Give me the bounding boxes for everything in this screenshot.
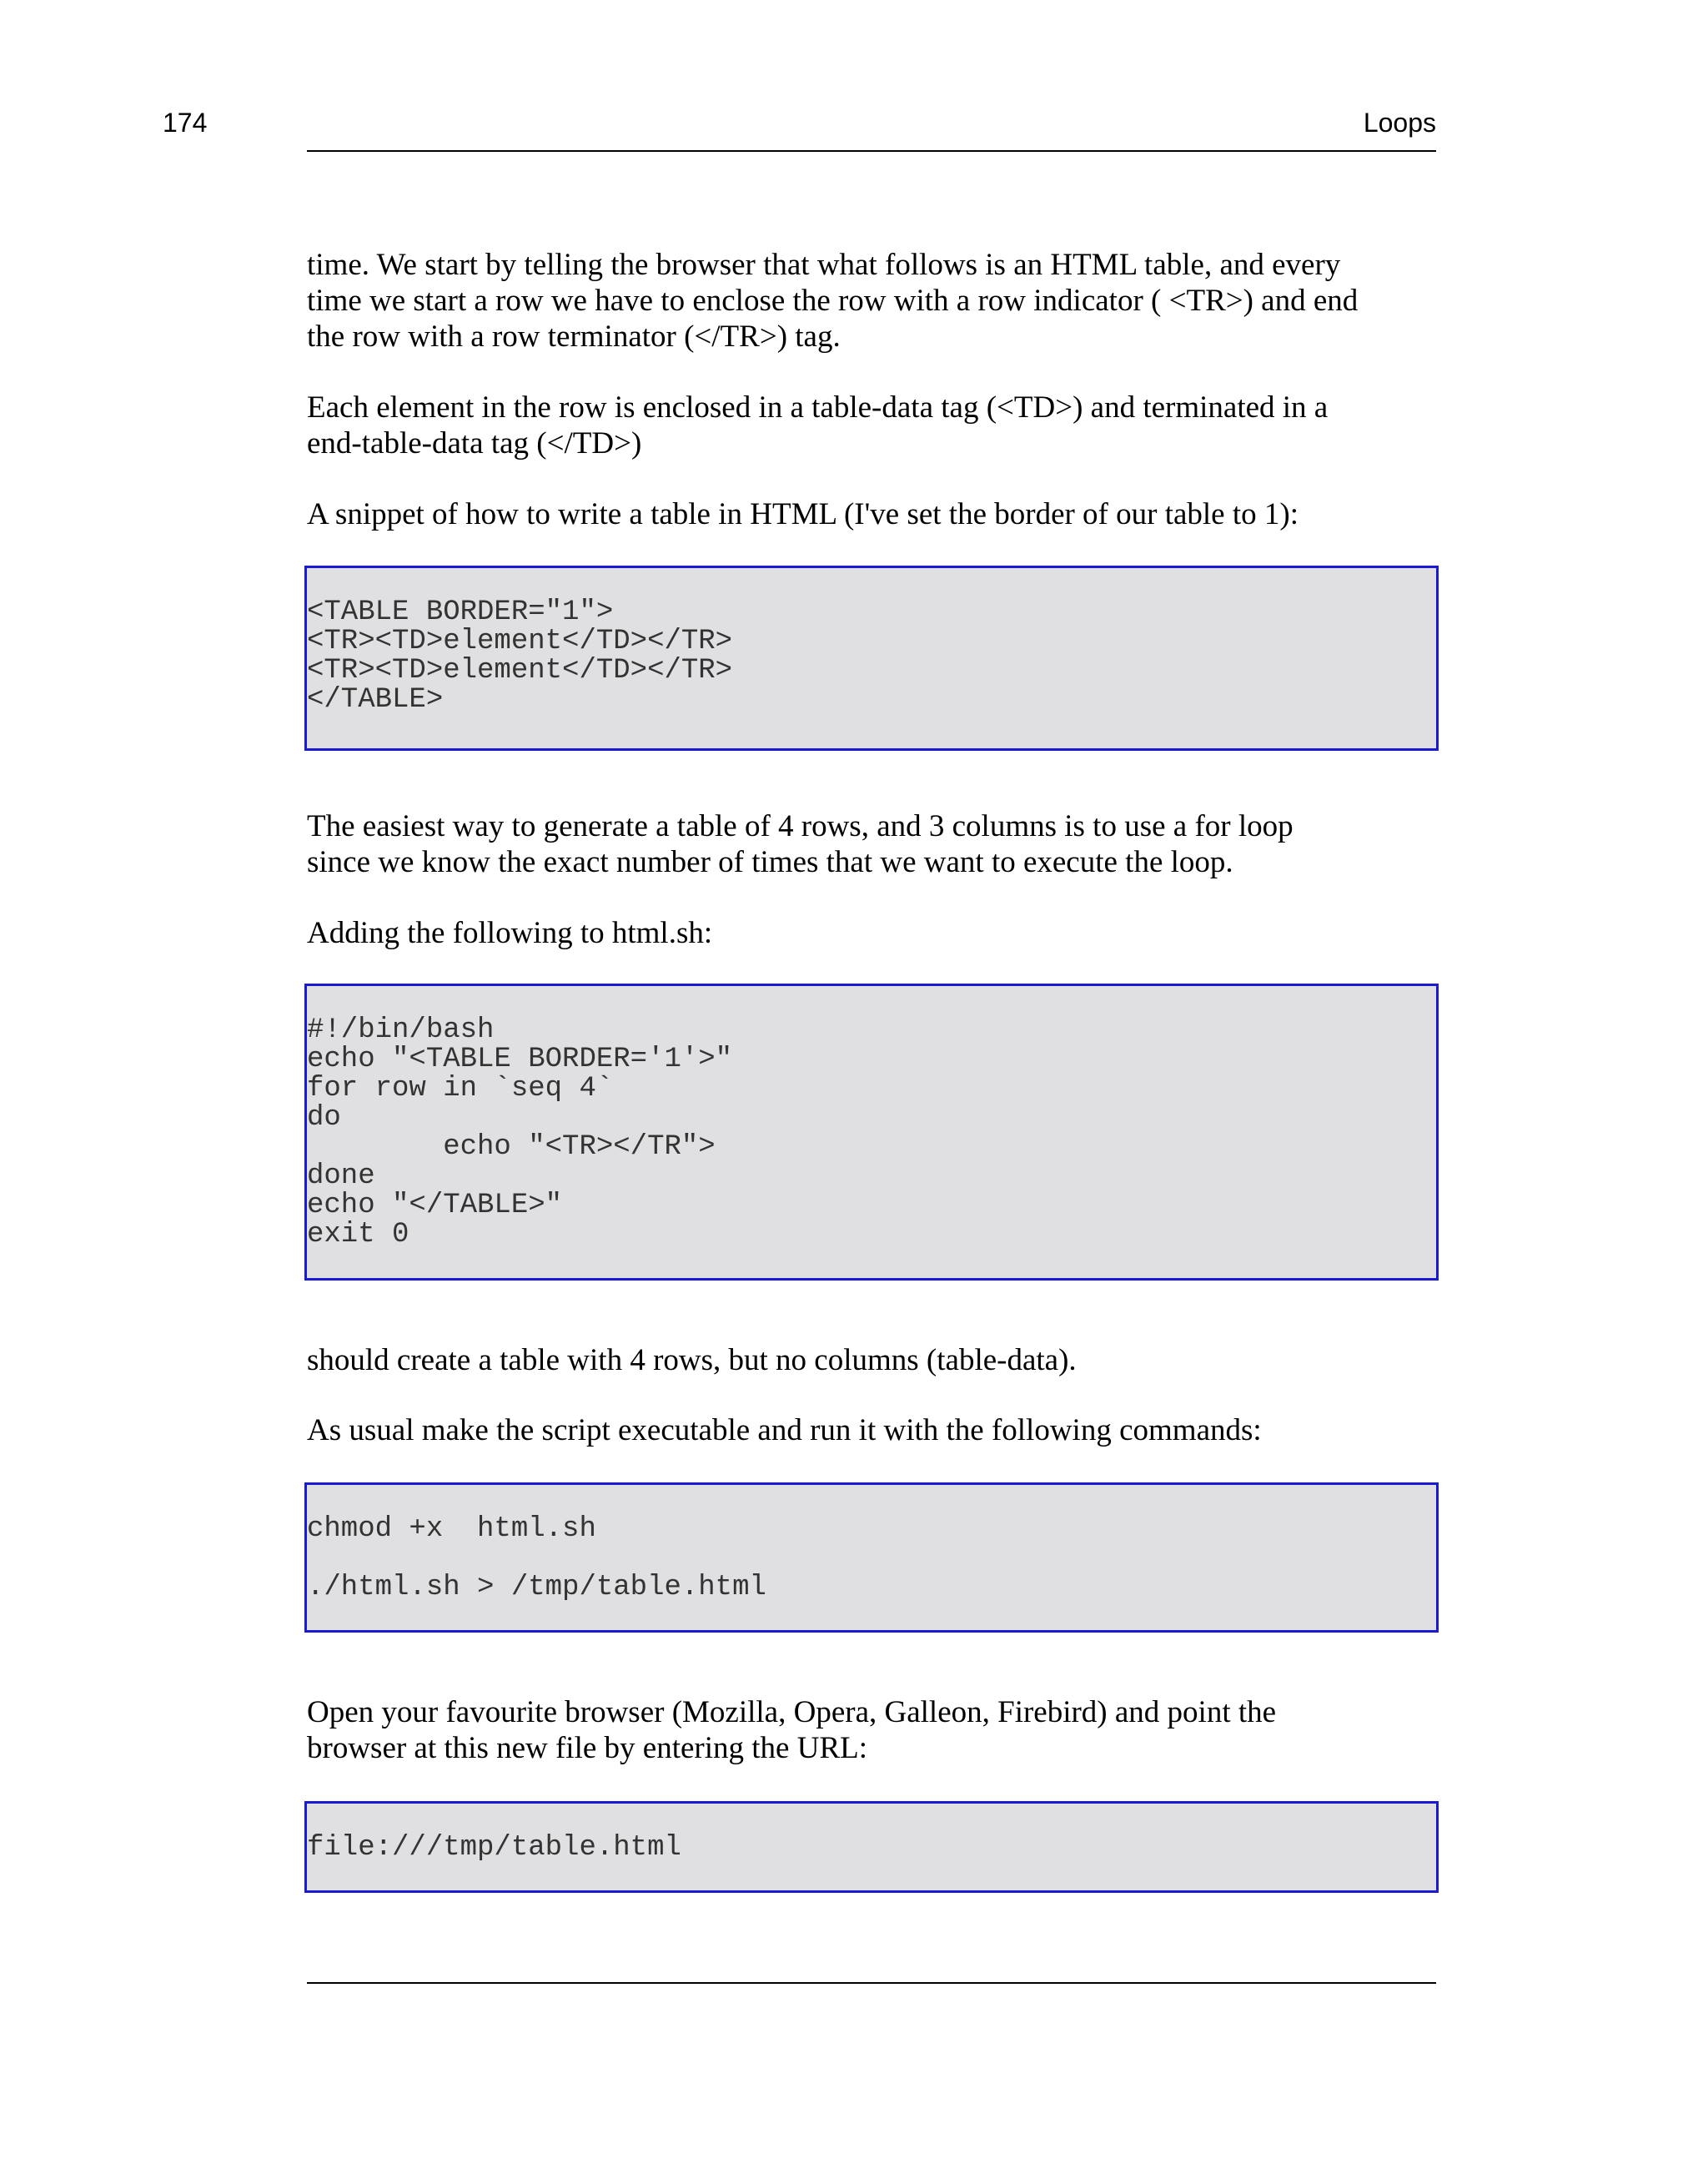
code-block-url [304,1801,1439,1893]
running-head-title: Loops [1363,108,1436,138]
paragraph-for-loop: The easiest way to generate a table of 4 rows, and 3 columns is to use a for loop since we know the exact number of times that we want to execute the loop. [307,809,1294,879]
page-number: 174 [163,108,208,138]
paragraph-table-intro: time. We start by telling the browser that what follows is an HTML table, and every time we start a row we have to enclose the row with a row indicator ( <TR>) and end the row with a row terminator (</TR>) tag. [307,248,1359,354]
code-html-sh: #!/bin/bash echo "<TABLE BORDER='1'>" for row in `seq 4` do echo "<TR></TR"> done echo "</TABLE>" exit 0 [307,1014,733,1251]
header-rule [307,150,1436,152]
code-block-html-sh [304,984,1439,1281]
footer-rule [307,1982,1436,1984]
code-block-commands [304,1482,1439,1633]
code-html-table: <TABLE BORDER="1"> <TR><TD>element</TD></TR> <TR><TD>element</TD></TR> </TABLE> [307,596,733,716]
paragraph-open-browser: Open your favourite browser (Mozilla, Opera, Galleon, Firebird) and point the browser at this new file by entering the URL: [307,1695,1277,1765]
code-commands: chmod +x html.sh ./html.sh > /tmp/table.html [307,1513,766,1603]
paragraph-table-data: Each element in the row is enclosed in a table-data tag (<TD>) and terminated in a end-table-data tag (</TD>) [307,390,1329,460]
paragraph-run-commands: As usual make the script executable and run it with the following commands: [307,1413,1262,1447]
code-block-html-table [304,566,1439,751]
code-url: file:///tmp/table.html [307,1832,681,1864]
paragraph-snippet-intro: A snippet of how to write a table in HTML (I've set the border of our table to 1): [307,497,1299,531]
paragraph-result: should create a table with 4 rows, but no columns (table-data). [307,1343,1077,1377]
paragraph-adding: Adding the following to html.sh: [307,916,713,950]
